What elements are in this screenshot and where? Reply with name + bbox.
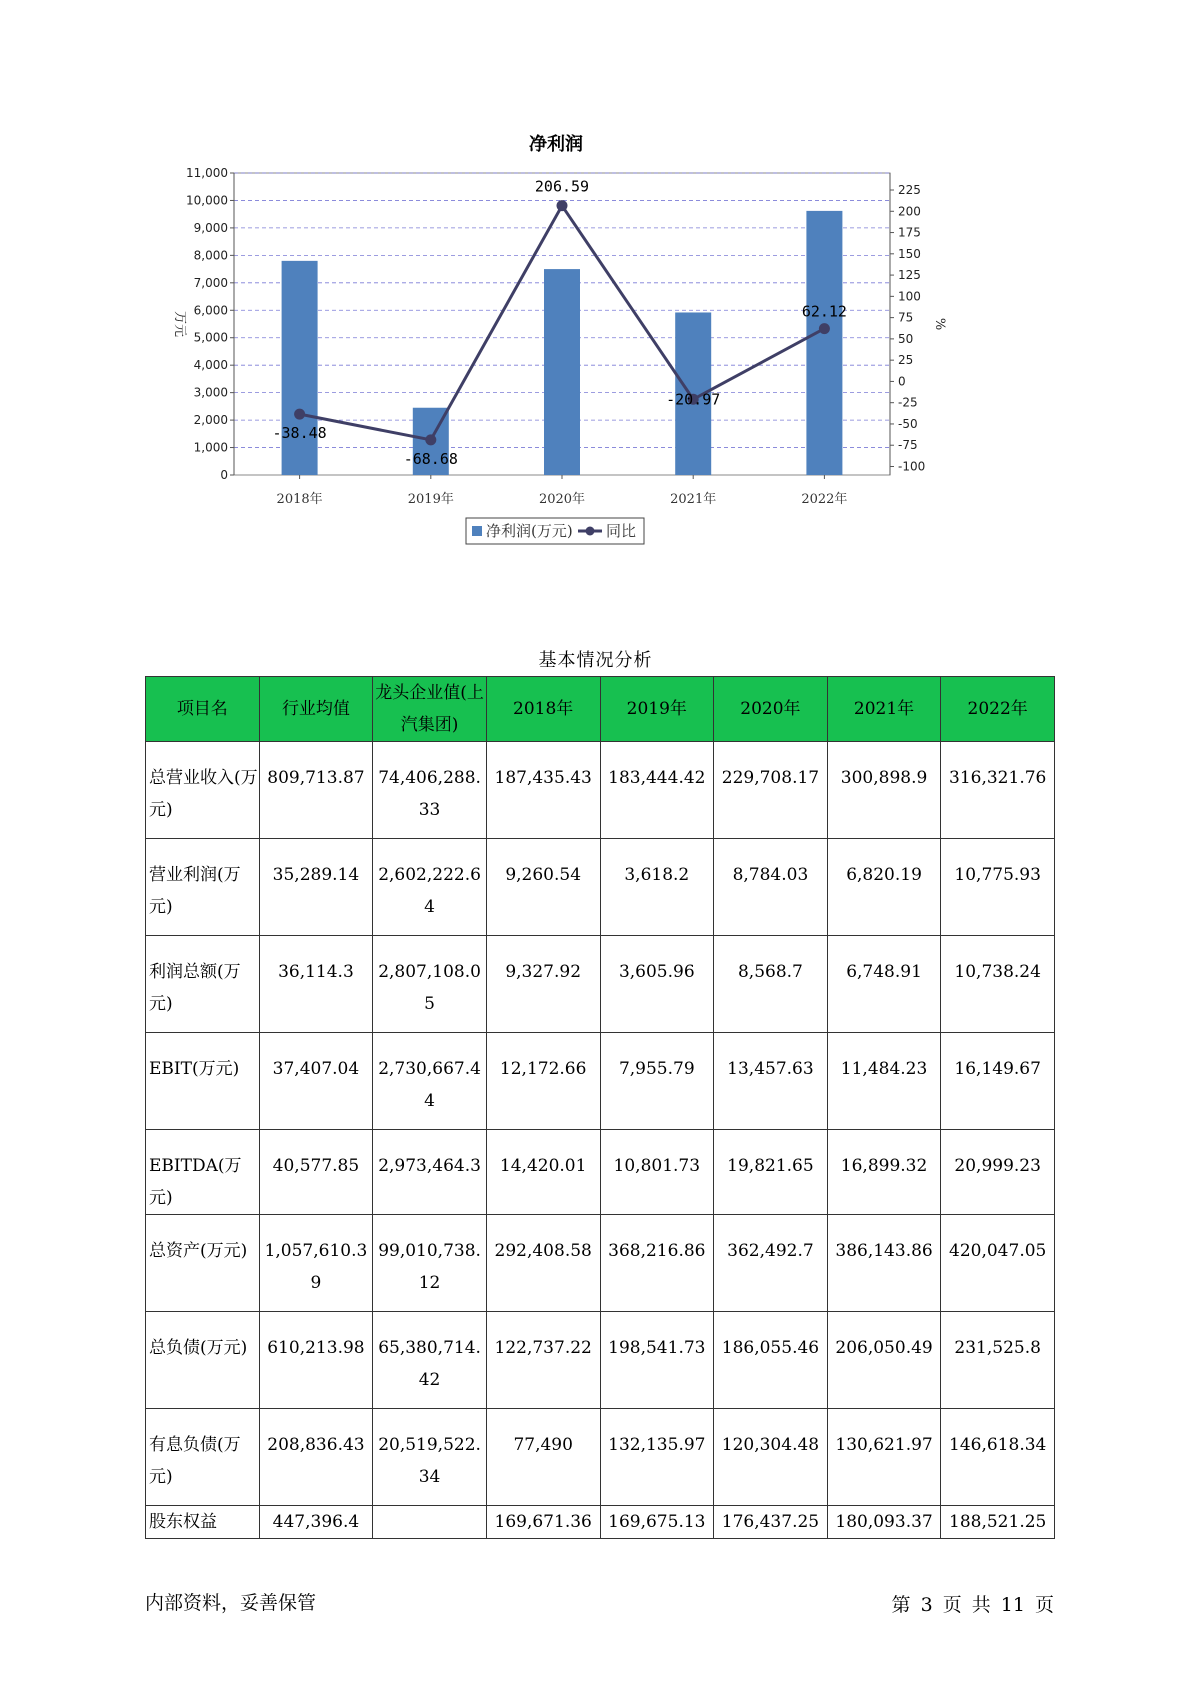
x-tick-label: 2019年	[407, 492, 454, 507]
value-cell: 12,172.66	[486, 1033, 600, 1130]
value-cell: 14,420.01	[486, 1130, 600, 1215]
value-cell: 9,327.92	[486, 936, 600, 1033]
value-cell: 362,492.7	[714, 1215, 828, 1312]
value-cell: 36,114.3	[259, 936, 373, 1033]
row-label-cell: 利润总额(万元)	[146, 936, 260, 1033]
chart-title: 净利润	[529, 134, 583, 155]
y2-tick-label: 0	[898, 374, 906, 389]
bar-2020年	[544, 269, 580, 475]
y2-tick-label: 75	[898, 310, 914, 325]
value-cell: 206,050.49	[827, 1312, 941, 1409]
table-row	[146, 1506, 1055, 1539]
yoy-data-label: -38.48	[272, 424, 327, 443]
yoy-data-label: 62.12	[801, 302, 847, 321]
value-cell: 77,490	[486, 1409, 600, 1506]
y2-tick-label: 225	[898, 183, 921, 198]
value-cell: 368,216.86	[600, 1215, 714, 1312]
value-cell: 8,568.7	[714, 936, 828, 1033]
x-tick-label: 2020年	[538, 492, 586, 507]
value-cell: 37,407.04	[259, 1033, 373, 1130]
header-cell: 龙头企业值(上汽集团)	[373, 677, 487, 742]
value-cell: 180,093.37	[827, 1506, 941, 1539]
y2-tick-label: 125	[898, 268, 921, 283]
value-cell: 198,541.73	[600, 1312, 714, 1409]
yoy-data-label: -20.97	[666, 390, 721, 409]
analysis-table	[145, 676, 1055, 1539]
yoy-point	[294, 409, 305, 420]
value-cell: 809,713.87	[259, 742, 373, 839]
value-cell: 16,149.67	[941, 1033, 1055, 1130]
y2-tick-label: 25	[898, 353, 914, 368]
y2-tick-label: 50	[898, 331, 914, 346]
value-cell: 8,784.03	[714, 839, 828, 936]
value-cell: 120,304.48	[714, 1409, 828, 1506]
value-cell: 16,899.32	[827, 1130, 941, 1215]
footer-page-number: 第 3 页 共 11 页	[891, 1594, 1054, 1616]
value-cell: 300,898.9	[827, 742, 941, 839]
table-row	[146, 742, 1055, 839]
value-cell: 188,521.25	[941, 1506, 1055, 1539]
table-row	[146, 839, 1055, 936]
y-tick-label: 9,000	[193, 220, 228, 235]
header-cell: 2022年	[941, 677, 1055, 742]
y2-tick-label: -100	[898, 459, 926, 474]
y2-tick-label: -25	[898, 395, 918, 410]
y-tick-label: 4,000	[193, 358, 228, 373]
value-cell: 3,605.96	[600, 936, 714, 1033]
value-cell: 231,525.8	[941, 1312, 1055, 1409]
y-tick-label: 10,000	[186, 193, 228, 208]
row-label-cell: 总负债(万元)	[146, 1312, 260, 1409]
row-label-cell: EBIT(万元)	[146, 1033, 260, 1130]
row-label-cell: 营业利润(万元)	[146, 839, 260, 936]
value-cell: 208,836.43	[259, 1409, 373, 1506]
table-row	[146, 1312, 1055, 1409]
value-cell: 386,143.86	[827, 1215, 941, 1312]
value-cell: 7,955.79	[600, 1033, 714, 1130]
value-cell: 10,801.73	[600, 1130, 714, 1215]
value-cell: 2,807,108.05	[373, 936, 487, 1033]
value-cell: 6,820.19	[827, 839, 941, 936]
row-label-cell: 总资产(万元)	[146, 1215, 260, 1312]
value-cell: 186,055.46	[714, 1312, 828, 1409]
chart-canvas	[160, 130, 1040, 600]
table-row	[146, 1033, 1055, 1130]
value-cell: 35,289.14	[259, 839, 373, 936]
header-cell: 2020年	[714, 677, 828, 742]
bar-2018年	[282, 261, 318, 475]
header-cell: 项目名	[146, 677, 260, 742]
value-cell	[373, 1506, 487, 1539]
table-row	[146, 1215, 1055, 1312]
y2-tick-label: 150	[898, 246, 921, 261]
y-tick-label: 0	[220, 468, 228, 482]
value-cell: 2,973,464.3	[373, 1130, 487, 1215]
table-header-row	[146, 677, 1055, 742]
yoy-point	[425, 434, 436, 445]
y-tick-label: 1,000	[193, 440, 228, 455]
value-cell: 10,738.24	[941, 936, 1055, 1033]
header-cell: 2021年	[827, 677, 941, 742]
y2-tick-label: 100	[898, 289, 921, 304]
y-tick-label: 7,000	[193, 275, 228, 290]
value-cell: 40,577.85	[259, 1130, 373, 1215]
row-label-cell: 股东权益	[146, 1506, 260, 1539]
x-tick-label: 2022年	[801, 492, 848, 507]
y-tick-label: 6,000	[193, 303, 228, 318]
row-label-cell: 总营业收入(万元)	[146, 742, 260, 839]
y2-tick-label: 200	[898, 204, 921, 219]
value-cell: 19,821.65	[714, 1130, 828, 1215]
value-cell: 447,396.4	[259, 1506, 373, 1539]
y-tick-label: 3,000	[193, 385, 228, 400]
value-cell: 183,444.42	[600, 742, 714, 839]
y-axis-title: 万元	[172, 310, 187, 338]
y2-tick-label: -75	[898, 438, 918, 453]
header-cell: 行业均值	[259, 677, 373, 742]
value-cell: 146,618.34	[941, 1409, 1055, 1506]
legend-line-label: 同比	[606, 522, 637, 540]
footer-confidential: 内部资料，妥善保管	[145, 1592, 317, 1614]
y2-tick-label: 175	[898, 225, 921, 240]
table-row	[146, 1409, 1055, 1506]
header-cell: 2019年	[600, 677, 714, 742]
yoy-point	[819, 323, 830, 334]
value-cell: 176,437.25	[714, 1506, 828, 1539]
value-cell: 99,010,738.12	[373, 1215, 487, 1312]
value-cell: 6,748.91	[827, 936, 941, 1033]
y2-tick-label: -50	[898, 416, 918, 431]
value-cell: 20,519,522.34	[373, 1409, 487, 1506]
row-label-cell: EBITDA(万元)	[146, 1130, 260, 1215]
value-cell: 130,621.97	[827, 1409, 941, 1506]
table-caption: 基本情况分析	[538, 650, 653, 671]
row-label-cell: 有息负债(万元)	[146, 1409, 260, 1506]
y-tick-label: 11,000	[186, 166, 228, 180]
value-cell: 610,213.98	[259, 1312, 373, 1409]
legend-bar-swatch	[472, 526, 482, 536]
yoy-point	[557, 200, 568, 211]
x-tick-label: 2018年	[276, 492, 323, 507]
value-cell: 11,484.23	[827, 1033, 941, 1130]
value-cell: 187,435.43	[486, 742, 600, 839]
chart-legend	[466, 518, 644, 544]
value-cell: 13,457.63	[714, 1033, 828, 1130]
value-cell: 132,135.97	[600, 1409, 714, 1506]
value-cell: 229,708.17	[714, 742, 828, 839]
value-cell: 10,775.93	[941, 839, 1055, 936]
table-row	[146, 1130, 1055, 1215]
value-cell: 169,671.36	[486, 1506, 600, 1539]
x-tick-label: 2021年	[670, 492, 717, 507]
legend-bar-label: 净利润(万元)	[486, 522, 573, 540]
value-cell: 316,321.76	[941, 742, 1055, 839]
y-tick-label: 8,000	[193, 248, 228, 263]
value-cell: 74,406,288.33	[373, 742, 487, 839]
y2-axis-title: %	[932, 317, 947, 331]
value-cell: 65,380,714.42	[373, 1312, 487, 1409]
table-row	[146, 936, 1055, 1033]
y-tick-label: 2,000	[193, 413, 228, 428]
value-cell: 2,730,667.44	[373, 1033, 487, 1130]
bar-2022年	[806, 211, 842, 475]
net-profit-chart	[160, 130, 1040, 600]
value-cell: 3,618.2	[600, 839, 714, 936]
header-cell: 2018年	[486, 677, 600, 742]
value-cell: 292,408.58	[486, 1215, 600, 1312]
value-cell: 2,602,222.64	[373, 839, 487, 936]
yoy-data-label: 206.59	[534, 177, 590, 196]
y-tick-label: 5,000	[193, 330, 228, 345]
legend-line-marker	[586, 527, 595, 536]
yoy-data-label: -68.68	[403, 449, 458, 468]
value-cell: 169,675.13	[600, 1506, 714, 1539]
value-cell: 420,047.05	[941, 1215, 1055, 1312]
value-cell: 1,057,610.39	[259, 1215, 373, 1312]
value-cell: 9,260.54	[486, 839, 600, 936]
value-cell: 20,999.23	[941, 1130, 1055, 1215]
value-cell: 122,737.22	[486, 1312, 600, 1409]
